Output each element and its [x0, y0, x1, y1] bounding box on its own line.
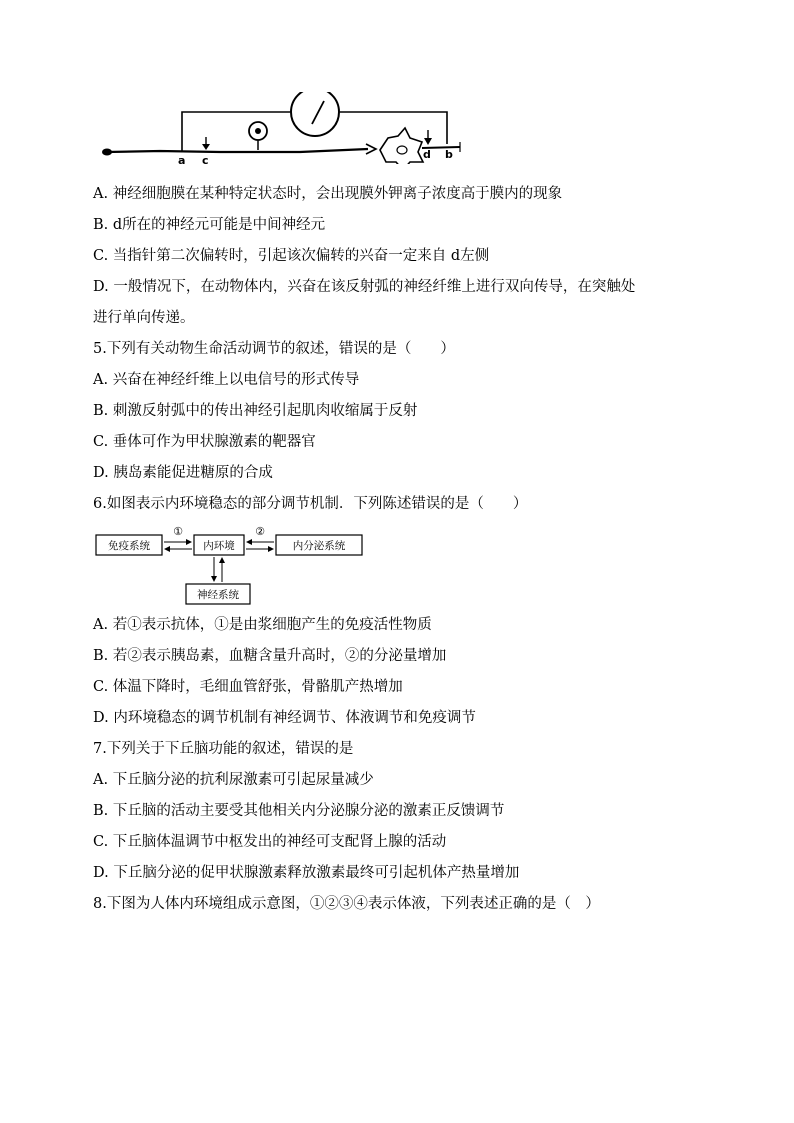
q7-option-a: A. 下丘脑分泌的抗利尿激素可引起尿量减少	[93, 772, 374, 788]
q4-option-a: A. 神经细胞膜在某种特定状态时，会出现膜外钾离子浓度高于膜内的现象	[93, 186, 563, 202]
q8-stem: 8.下图为人体内环境组成示意图，①②③④表示体液，下列表述正确的是（ ）	[93, 896, 600, 912]
q7-option-c: C. 下丘脑体温调节中枢发出的神经可支配肾上腺的活动	[93, 834, 447, 850]
q7-option-d: D. 下丘脑分泌的促甲状腺激素释放激素最终可引起机体产热量增加	[93, 865, 520, 881]
stimulus-arrow-c-head	[202, 144, 210, 150]
q6-option-b: B. 若②表示胰岛素，血糖含量升高时，②的分泌量增加	[93, 648, 447, 664]
label-b: b	[445, 148, 453, 161]
label-d: d	[423, 148, 431, 161]
q6-option-a: A. 若①表示抗体，①是由浆细胞产生的免疫活性物质	[93, 617, 432, 633]
q5-stem: 5.下列有关动物生命活动调节的叙述，错误的是（ ）	[93, 341, 455, 357]
q5-option-a: A. 兴奋在神经纤维上以电信号的形式传导	[93, 372, 360, 388]
nervous-system-label: 神经系统	[197, 589, 239, 601]
q7-option-b: B. 下丘脑的活动主要受其他相关内分泌腺分泌的激素正反馈调节	[93, 803, 505, 819]
q6-stem: 6.如图表示内环境稳态的部分调节机制．下列陈述错误的是（ ）	[93, 496, 528, 512]
q4-option-d-line1: D. 一般情况下，在动物体内，兴奋在该反射弧的神经纤维上进行双向传导，在突触处	[93, 279, 636, 295]
q5-option-d: D. 胰岛素能促进糖原的合成	[93, 465, 273, 481]
endocrine-system-label: 内分泌系统	[292, 540, 346, 552]
neuron-galvanometer-figure	[100, 92, 470, 164]
q6-option-d: D. 内环境稳态的调节机制有神经调节、体液调节和免疫调节	[93, 710, 476, 726]
q7-stem: 7.下列关于下丘脑功能的叙述，错误的是	[93, 741, 354, 757]
q5-option-b: B. 刺激反射弧中的传出神经引起肌肉收缩属于反射	[93, 403, 418, 419]
mark-1: ①	[173, 526, 183, 538]
label-a: a	[178, 154, 186, 164]
homeostasis-diagram	[94, 526, 366, 606]
left-nerve-fiber	[107, 149, 368, 152]
galvanometer	[291, 92, 339, 136]
q5-option-c: C. 垂体可作为甲状腺激素的靶器官	[93, 434, 316, 450]
q4-option-c: C. 当指针第二次偏转时，引起该次偏转的兴奋一定来自 d左侧	[93, 248, 490, 264]
q6-option-c: C. 体温下降时，毛细血管舒张，骨骼肌产热增加	[93, 679, 403, 695]
mark-2: ②	[255, 526, 265, 538]
cell-nucleus	[255, 128, 261, 134]
immune-system-label: 免疫系统	[108, 540, 150, 552]
second-neuron-nucleus	[397, 146, 407, 154]
stimulus-arrow-d-head	[424, 138, 432, 145]
q4-option-d-line2: 进行单向传递。	[93, 310, 195, 326]
q4-option-b: B. d所在的神经元可能是中间神经元	[93, 217, 326, 233]
label-c: c	[202, 154, 209, 164]
internal-environment-label: 内环境	[203, 540, 235, 552]
galvanometer-wire-left	[182, 112, 290, 152]
